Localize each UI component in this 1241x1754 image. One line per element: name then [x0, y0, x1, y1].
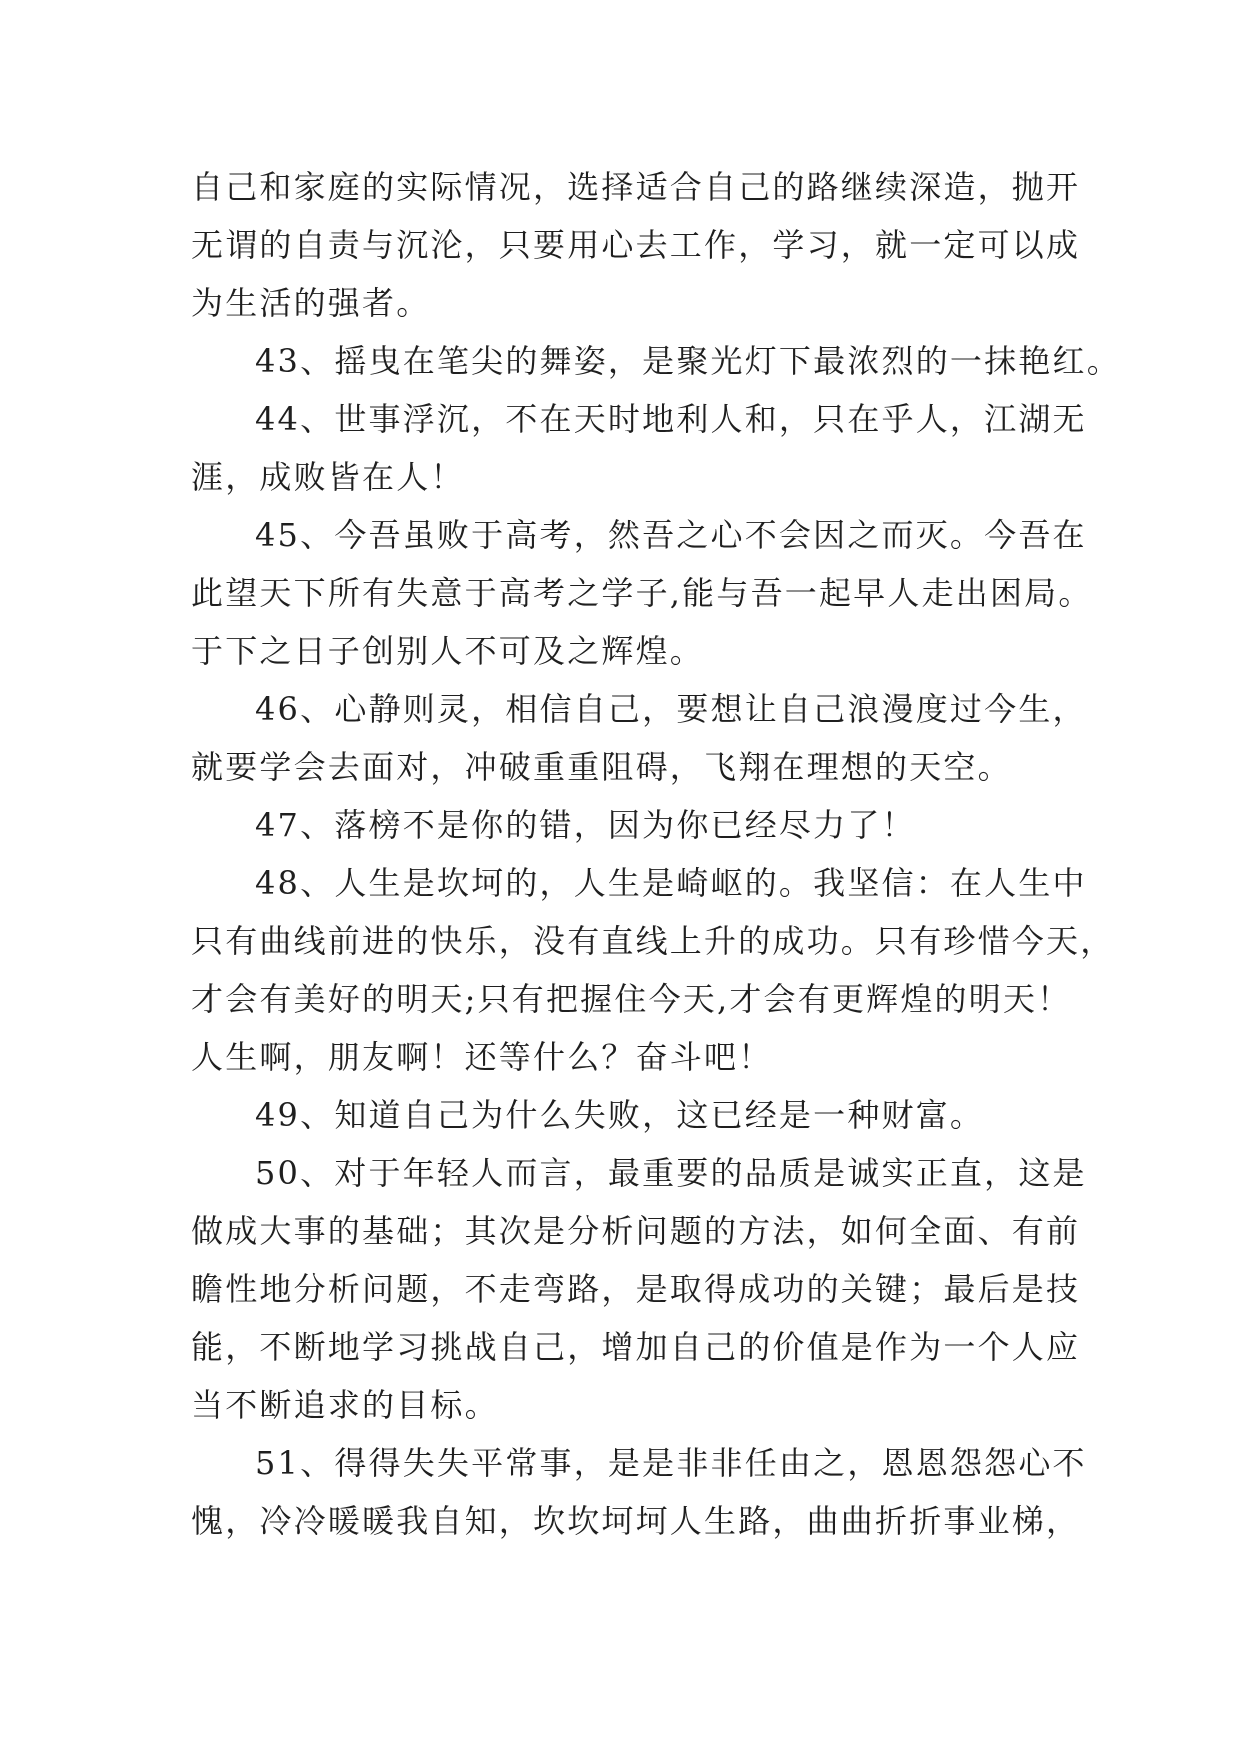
text-line: 为生活的强者。: [191, 284, 431, 322]
text-line: 当不断追求的目标。: [191, 1386, 499, 1424]
text-line: 涯，成败皆在人！: [191, 458, 465, 496]
document-body: [191, 158, 1121, 1550]
text-line: 于下之日子创别人不可及之辉煌。: [191, 632, 705, 670]
text-line: 只有曲线前进的快乐，没有直线上升的成功。只有珍惜今天，: [191, 922, 1115, 960]
item-43-line: 43、摇曳在笔尖的舞姿，是聚光灯下最浓烈的一抹艳红。: [255, 342, 1121, 380]
text-line: 做成大事的基础；其次是分析问题的方法，如何全面、有前: [191, 1212, 1081, 1250]
item-46-line: 46、心静则灵，相信自己，要想让自己浪漫度过今生，: [255, 690, 1087, 728]
text-line: 无谓的自责与沉沦，只要用心去工作，学习，就一定可以成: [191, 226, 1081, 264]
item-50-line: 50、对于年轻人而言，最重要的品质是诚实正直，这是: [255, 1154, 1087, 1192]
item-49-line: 49、知道自己为什么失败，这已经是一种财富。: [255, 1096, 985, 1134]
text-line: 瞻性地分析问题，不走弯路，是取得成功的关键；最后是技: [191, 1270, 1081, 1308]
text-line: 自己和家庭的实际情况，选择适合自己的路继续深造，抛开: [191, 168, 1081, 206]
text-line: 愧，冷冷暖暖我自知，坎坎坷坷人生路，曲曲折折事业梯，: [191, 1502, 1081, 1540]
text-line: 能，不断地学习挑战自己，增加自己的价值是作为一个人应: [191, 1328, 1081, 1366]
text-line: 此望天下所有失意于高考之学子,能与吾一起早人走出困局。: [191, 574, 1093, 612]
item-48-line: 48、人生是坎坷的，人生是崎岖的。我坚信：在人生中: [255, 864, 1087, 902]
text-line: 才会有美好的明天;只有把握住今天,才会有更辉煌的明天！: [191, 980, 1072, 1018]
text-line: 人生啊，朋友啊！还等什么？奋斗吧！: [191, 1038, 773, 1076]
text-line: 就要学会去面对，冲破重重阻碍，飞翔在理想的天空。: [191, 748, 1012, 786]
item-51-line: 51、得得失失平常事，是是非非任由之，恩恩怨怨心不: [255, 1444, 1087, 1482]
item-47-line: 47、落榜不是你的错，因为你已经尽力了！: [255, 806, 916, 844]
item-44-line: 44、世事浮沉，不在天时地利人和，只在乎人，江湖无: [255, 400, 1087, 438]
item-45-line: 45、今吾虽败于高考，然吾之心不会因之而灭。今吾在: [255, 516, 1087, 554]
